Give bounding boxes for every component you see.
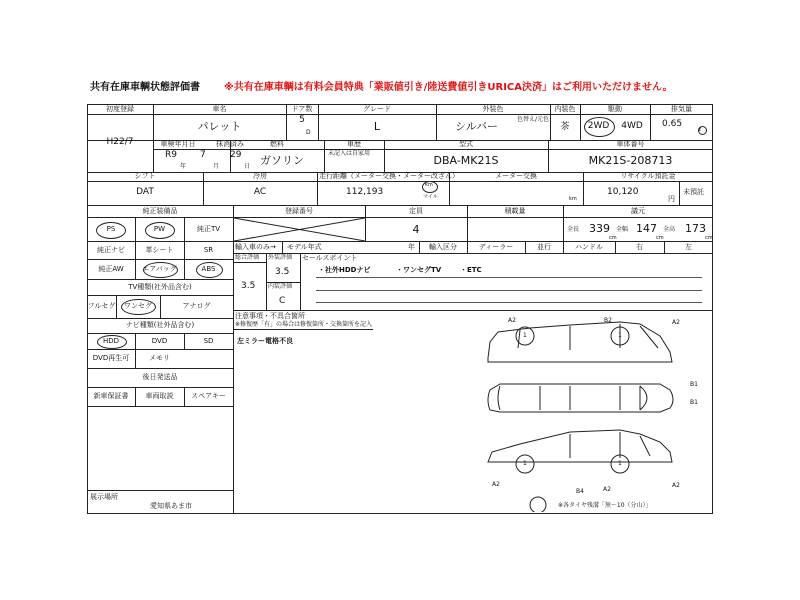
equipment-title: 純正装備品 bbox=[142, 207, 178, 215]
inspection-day: 29 bbox=[230, 150, 242, 160]
grade-value: L bbox=[373, 120, 381, 133]
label-first-reg: 初度登録 bbox=[106, 105, 134, 113]
tv-fullseg: フルセグ bbox=[87, 302, 116, 310]
meter-km-unit: km bbox=[569, 196, 577, 202]
unit-year: 年 bbox=[180, 163, 187, 170]
later-manual: 車両取説 bbox=[145, 392, 174, 400]
notes-title: 注意事項・不具合箇所 bbox=[235, 312, 305, 320]
mileage-value: 112,193 bbox=[346, 187, 384, 197]
sales-point-2: ・ワンセグTV bbox=[396, 266, 442, 274]
navi-sd: SD bbox=[203, 337, 214, 345]
label-meter-change: メーター交換 bbox=[495, 172, 537, 180]
doors-unit: D bbox=[306, 129, 311, 136]
label-recycle: リサイクル預託金 bbox=[620, 172, 676, 180]
car-name-value: パレット bbox=[197, 120, 242, 133]
label-mileage: 走行距離（メーター交換・メーター改ざん） bbox=[319, 172, 459, 180]
left-label: 左 bbox=[685, 243, 692, 251]
label-plate: 登録番号 bbox=[285, 207, 313, 215]
equip-ps: PS bbox=[106, 225, 116, 233]
vin-value: MK21S-208713 bbox=[588, 154, 673, 167]
first-reg-value: H22/7 bbox=[106, 137, 134, 147]
length-unit: cm bbox=[609, 235, 617, 241]
label-name: 車名 bbox=[212, 105, 227, 113]
tire-note: ※各タイヤ残溝「無〜10（分山）」 bbox=[558, 502, 652, 509]
notes-text: 左ミラー電格不良 bbox=[237, 337, 293, 345]
mileage-unit-km: km bbox=[425, 182, 433, 188]
label-shift: シフト bbox=[134, 172, 156, 180]
mark-b1-upper: B1 bbox=[690, 381, 698, 388]
right-label: 右 bbox=[636, 243, 643, 251]
unit-day: 日 bbox=[244, 163, 251, 170]
height-label: 全高 bbox=[663, 226, 676, 233]
tv-analog: アナログ bbox=[182, 302, 211, 310]
label-fuel: 燃料 bbox=[270, 140, 284, 148]
width-value: 147 bbox=[636, 222, 657, 235]
recycle-unit: 円 bbox=[668, 195, 675, 203]
label-history: 車歴 bbox=[347, 140, 361, 148]
navi-dvd-play: DVD再生可 bbox=[92, 354, 130, 362]
recycle-status: 未預託 bbox=[683, 188, 704, 196]
label-interior: 内装色 bbox=[554, 105, 576, 113]
page-title: 共有在庫車輌状態評価書 bbox=[90, 82, 200, 93]
mark-b2-top: B2 bbox=[604, 317, 612, 324]
ac-value: AC bbox=[253, 187, 267, 197]
label-vin: 車体番号 bbox=[616, 140, 645, 148]
label-ac: 冷房 bbox=[253, 172, 267, 180]
exterior-eval-value: 3.5 bbox=[275, 267, 290, 277]
displacement-value: 0.65 bbox=[662, 119, 683, 129]
exterior-value: シルバー bbox=[455, 120, 498, 133]
doors-value: 5 bbox=[299, 115, 305, 125]
equip-leather: 革シート bbox=[145, 246, 174, 254]
mark-a2-bottom-right: A2 bbox=[672, 482, 680, 489]
label-displacement: 排気量 bbox=[671, 105, 692, 113]
length-value: 339 bbox=[589, 222, 610, 235]
label-load: 積載量 bbox=[504, 207, 526, 215]
sales-point-3: ・ETC bbox=[460, 266, 482, 274]
label-exterior: 外装色 bbox=[482, 105, 504, 113]
history-note: 未記入は自家用 bbox=[328, 150, 371, 157]
label-model: 型式 bbox=[459, 140, 473, 148]
width-unit: cm bbox=[656, 235, 664, 241]
mark-a2-top-right: A2 bbox=[672, 319, 680, 326]
label-inspection: 車検年月日 bbox=[160, 140, 196, 148]
tire-value-2: 1 bbox=[618, 332, 622, 339]
tire-value-1: 1 bbox=[523, 332, 527, 339]
length-label: 全長 bbox=[567, 226, 580, 233]
import-category-label: 輸入区分 bbox=[429, 243, 457, 251]
height-value: 173 bbox=[685, 222, 706, 235]
navi-title: ナビ種類(社外品含む) bbox=[125, 321, 195, 329]
label-capacity: 定員 bbox=[409, 207, 423, 215]
unit-month: 月 bbox=[213, 163, 220, 170]
equip-aw: 純正AW bbox=[98, 265, 124, 273]
drive-4wd: 4WD bbox=[621, 121, 643, 131]
equip-abs: ABS bbox=[201, 265, 216, 273]
label-drive: 駆動 bbox=[608, 105, 622, 113]
notes-sub: ※修復歴「有」の場合は修復箇所・交換箇所を記入 bbox=[235, 321, 373, 328]
handle-label: ハンドル bbox=[575, 243, 603, 251]
equip-pw: PW bbox=[153, 225, 166, 233]
exterior-eval-label: 外装評価 bbox=[268, 254, 293, 261]
equip-navi: 純正ナビ bbox=[97, 246, 125, 254]
later-sparekey: スペアキー bbox=[191, 392, 226, 400]
width-label: 全幅 bbox=[616, 226, 629, 233]
inspection-month: 7 bbox=[200, 150, 206, 160]
parallel-label: 並行 bbox=[537, 243, 551, 251]
capacity-value: 4 bbox=[412, 223, 420, 236]
interior-eval-label: 内装評価 bbox=[268, 283, 293, 290]
mark-b1-lower: B1 bbox=[690, 399, 698, 406]
mark-a2-top-left: A2 bbox=[508, 317, 516, 324]
sales-point-1: ・社外HDDナビ bbox=[318, 266, 371, 274]
fuel-value: ガソリン bbox=[260, 154, 304, 167]
later-warranty: 新車保証書 bbox=[93, 392, 129, 400]
model-value: DBA-MK21S bbox=[433, 154, 499, 167]
label-dims: 議元 bbox=[631, 207, 645, 215]
displacement-unit: ℓ bbox=[699, 126, 702, 133]
display-label: 展示場所 bbox=[90, 493, 118, 501]
tire-value-4: 1 bbox=[618, 460, 622, 467]
tv-title: TV種類(社外品含む) bbox=[128, 283, 192, 291]
label-deregistered: 抹消済み bbox=[216, 140, 244, 148]
equip-airbag: エアバッグ bbox=[142, 265, 177, 273]
model-year-label: モデル年式 bbox=[287, 243, 322, 251]
dealer-label: ディーラー bbox=[478, 243, 514, 251]
label-grade: グレード bbox=[363, 105, 391, 113]
mark-b4-bottom: B4 bbox=[576, 488, 584, 495]
color-change-note: 色替え/元色 bbox=[517, 116, 550, 123]
tv-oneseg: ワンセグ bbox=[124, 302, 152, 310]
inspection-year: R9 bbox=[165, 150, 177, 160]
navi-memory: メモリ bbox=[149, 354, 170, 362]
label-doors: ドア数 bbox=[291, 105, 313, 113]
recycle-value: 10,120 bbox=[607, 187, 639, 197]
mark-a2-bottom-left: A2 bbox=[492, 481, 500, 488]
overall-label: 総合評価 bbox=[235, 254, 260, 261]
shift-value: DAT bbox=[136, 187, 154, 197]
notice-text: ※共有在庫車輌は有料会員特典「業販値引き/陸送費値引きURICA決済」はご利用いただけません。 bbox=[224, 82, 673, 93]
overall-value: 3.5 bbox=[241, 281, 256, 291]
import-only-label: 輸入車のみ→ bbox=[235, 243, 276, 251]
display-value: 愛知県あま市 bbox=[150, 502, 192, 510]
plate-cross bbox=[234, 218, 365, 241]
year-unit: 年 bbox=[408, 243, 415, 251]
mark-a2-bottom-mid: A2 bbox=[603, 486, 611, 493]
interior-value: 茶 bbox=[560, 122, 570, 132]
interior-eval-value: C bbox=[279, 296, 286, 306]
later-title: 後日発送品 bbox=[142, 373, 178, 381]
sales-label: セールスポイント bbox=[302, 254, 358, 262]
mileage-unit-mile: マイル bbox=[423, 194, 438, 200]
navi-hdd: HDD bbox=[102, 337, 120, 345]
height-unit: cm bbox=[705, 235, 713, 241]
equip-tv: 純正TV bbox=[196, 225, 221, 233]
navi-dvd: DVD bbox=[151, 337, 168, 345]
equip-sr: SR bbox=[203, 246, 214, 254]
tire-value-3: 1 bbox=[523, 460, 527, 467]
drive-2wd: 2WD bbox=[587, 121, 610, 131]
